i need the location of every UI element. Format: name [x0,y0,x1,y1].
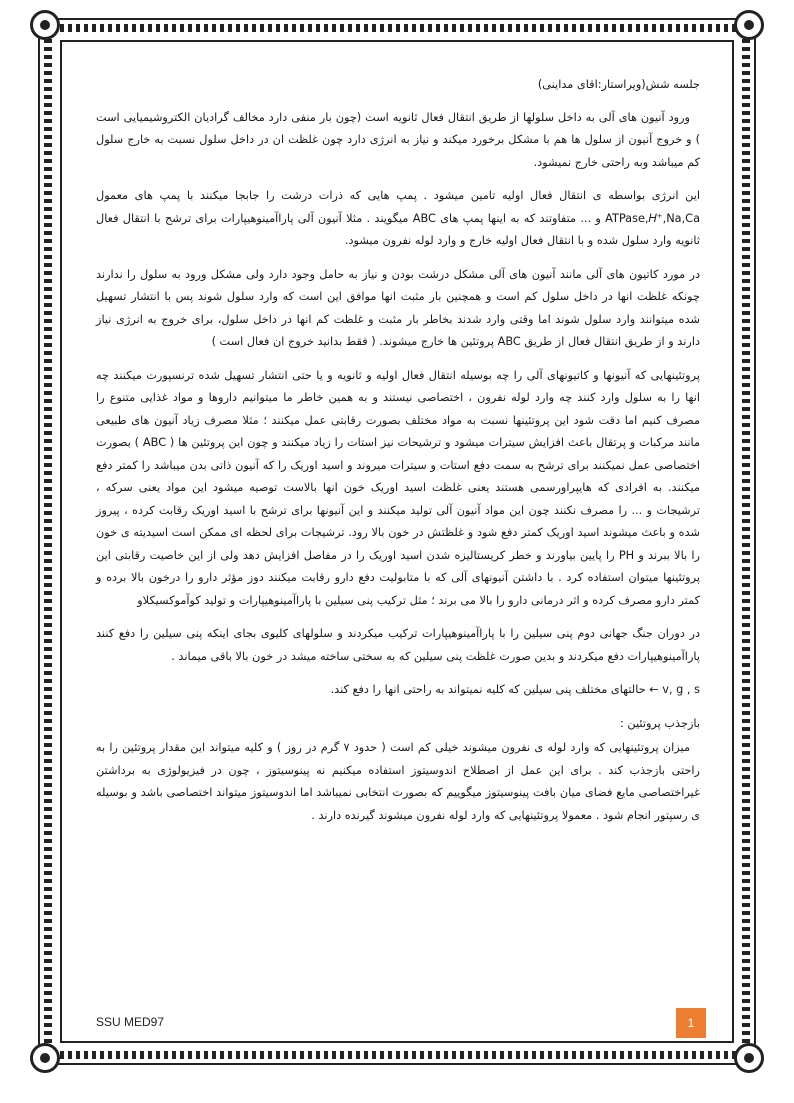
document-body [96,74,700,838]
paragraph-abc-pumps: این انرژی بواسطه ی انتقال فعال اولیه تامین میشود . پمپ هایی که ذرات درشت را جابجا میکنند با پمپ های معمول ATPase,𝐻⁺,Na,Ca و ... متفاوتند که به اینها پمپ های ABC میگویند . مثلا آنیون آلی پاراآمینوهیپارات برای ترشح با انتقال فعال ثانویه وارد سلول شده و با انتقال فعال اولیه خارج و وارد لوله نفرون میشود. [96,189,700,247]
corner-ornament-top-left [30,10,60,40]
paragraph-penicillin-forms: v, g , s ← حالتهای مختلف پنی سیلین که کلیه نمیتواند به راحتی انها را دفع کند. [330,683,700,696]
paragraph-ww2-penicillin: در دوران جنگ جهانی دوم پنی سیلین را با پاراآمینوهیپارات ترکیب میکردند و سلولهای کلیوی بجای اینکه پنی سیلین را دفع کنند پاراآمینوهیپارات دفع میکردند و بدین صورت غلظت پنی سیلین که به سختی ساخته میشد در خون بالا باقی میماند . [96,627,700,663]
paragraph-anion-entry: ورود آنیون های آلی به داخل سلولها از طریق انتقال فعال ثانویه است (چون بار منفی دارد مخالف گرادیان الکتروشیمیایی است ) و خروج آنیون از سلول ها هم با مشکل برخورد میکند و نیاز به انرژی دارد چون غلظت ان در داخل سلول نسبت به خارج سلول کم میباشد وبه راحتی خارج نمیشود. [96,110,700,169]
footer-label: SSU MED97 [96,1015,165,1029]
session-heading: جلسه شش(ویراستار:اقای مداینی) [537,78,700,91]
paragraph-protein-reabsorption: میزان پروتئینهایی که وارد لوله ی نفرون میشوند خیلی کم است ( حدود ۷ گرم در روز ) و کلیه میتواند این مقدار پروتئین را به راحتی بازجذب کند . برای این عمل از اصطلاح اندوسیتوز استفاده میکنیم نه پینوسیتوز ، چون در فیزیولوژی به برداشتن غیراختصاصی مایع فضای میان بافت پینوسیتوز میگوییم که بصورت انتخابی نمیباشد اما اندوسیتوز میتواند اختصاصی باشد و بوسیله ی رسپتور انجام شود . معمولا پروتئینهایی که وارد لوله نفرون میشوند گیرنده دارند . [96,741,700,822]
corner-ornament-bottom-left [30,1043,60,1073]
paragraph-nonspecific-proteins: پروتئینهایی که آنیونها و کاتیونهای آلی را چه بوسیله انتقال فعال اولیه و ثانویه و یا حتی انتشار تسهیل شده ترنسپورت میکنند چه انها را به سلول وارد کنند چه وارد لوله نفرون ، اختصاصی نیستند و به همین خاطر ما میتوانیم داروها و مواد غذایی متنوع را مصرف کنیم اما دقت شود این پروتئینها نسبت به مواد مختلف بصورت رقابتی عمل میکنند ؛ مثلا مصرف زیاد آنیون های طبیعی مانند مرکبات و پرتقال باعث افزایش سیترات میشود و ترشیحات نیز استات را زیاد میکنند و چون این پروتئین ها ( ABC ) بصورت اختصاصی عمل نمیکنند برای ترشح به سمت دفع استات و سیترات میروند و اسید اوریک را که آنیون ذاتی بدن میباشد را کمتر دفع میکنند. به افرادی که هایپراورسمی هستند یعنی غلظت اسید اوریک خون انها بالاست توصیه میشود این مواد یعنی سرکه ، ترشیجات و ... را مصرف نکنند چون این مواد آنیون آلی تولید میکنند و این آنیونها برای ترشح با اسید اوریک رقابت کرده ، پیروز شده و باعث میشوند اسید اوریک کمتر دفع شود و غلظتش در خون بالا رود. ترشیجات برای لحظه ای ممکن است اسیدیته ی خون را بالا ببرند و PH را پایین بیاورند و خطر کریستالیزه شدن اسید اوریک را در مفاصل افزایش دهد ولی از این خاصیت رقابتی این پروتئینها میتوان استفاده کرد . با داشتن آنیونهای آلی که با متابولیت دفع دارو رقابت میکنند دوز مؤثر دارو را درخون بالا برده و کمتر دارو مصرف کرده و اثر درمانی دارو را بالا می برند ؛ مثل ترکیب پنی سیلین با پاراآمینوهیپارات و تولید کوآموکسیکلاو [96,368,700,607]
page-number-badge: 1 [676,1008,706,1038]
subheading-protein-reabsorption: بازجذب پروتئین : [620,716,700,730]
paragraph-organic-cations: در مورد کاتیون های آلی مانند آنیون های آلی مشکل درشت بودن و نیاز به حامل وجود دارد ولی مشکل ورود به سلول را ندارند چونکه غلظت انها در داخل سلول کم است و همچنین بار مثبت انها موافق این است که وارد سلول شوند پس با انتشار تسهیل شده میتوانند وارد سلول شوند اما وقتی وارد شدند بخاطر بار مثبت و غلظت کم انها در داخل سلول، برای خروج به انرژی نیاز دارند و از طریق انتقال فعال از طریق ABC پروتئین ها خارج میشوند. ( فقط بدانید خروج ان فعال است ) [96,267,700,348]
corner-ornament-top-right [734,10,764,40]
corner-ornament-bottom-right [734,1043,764,1073]
